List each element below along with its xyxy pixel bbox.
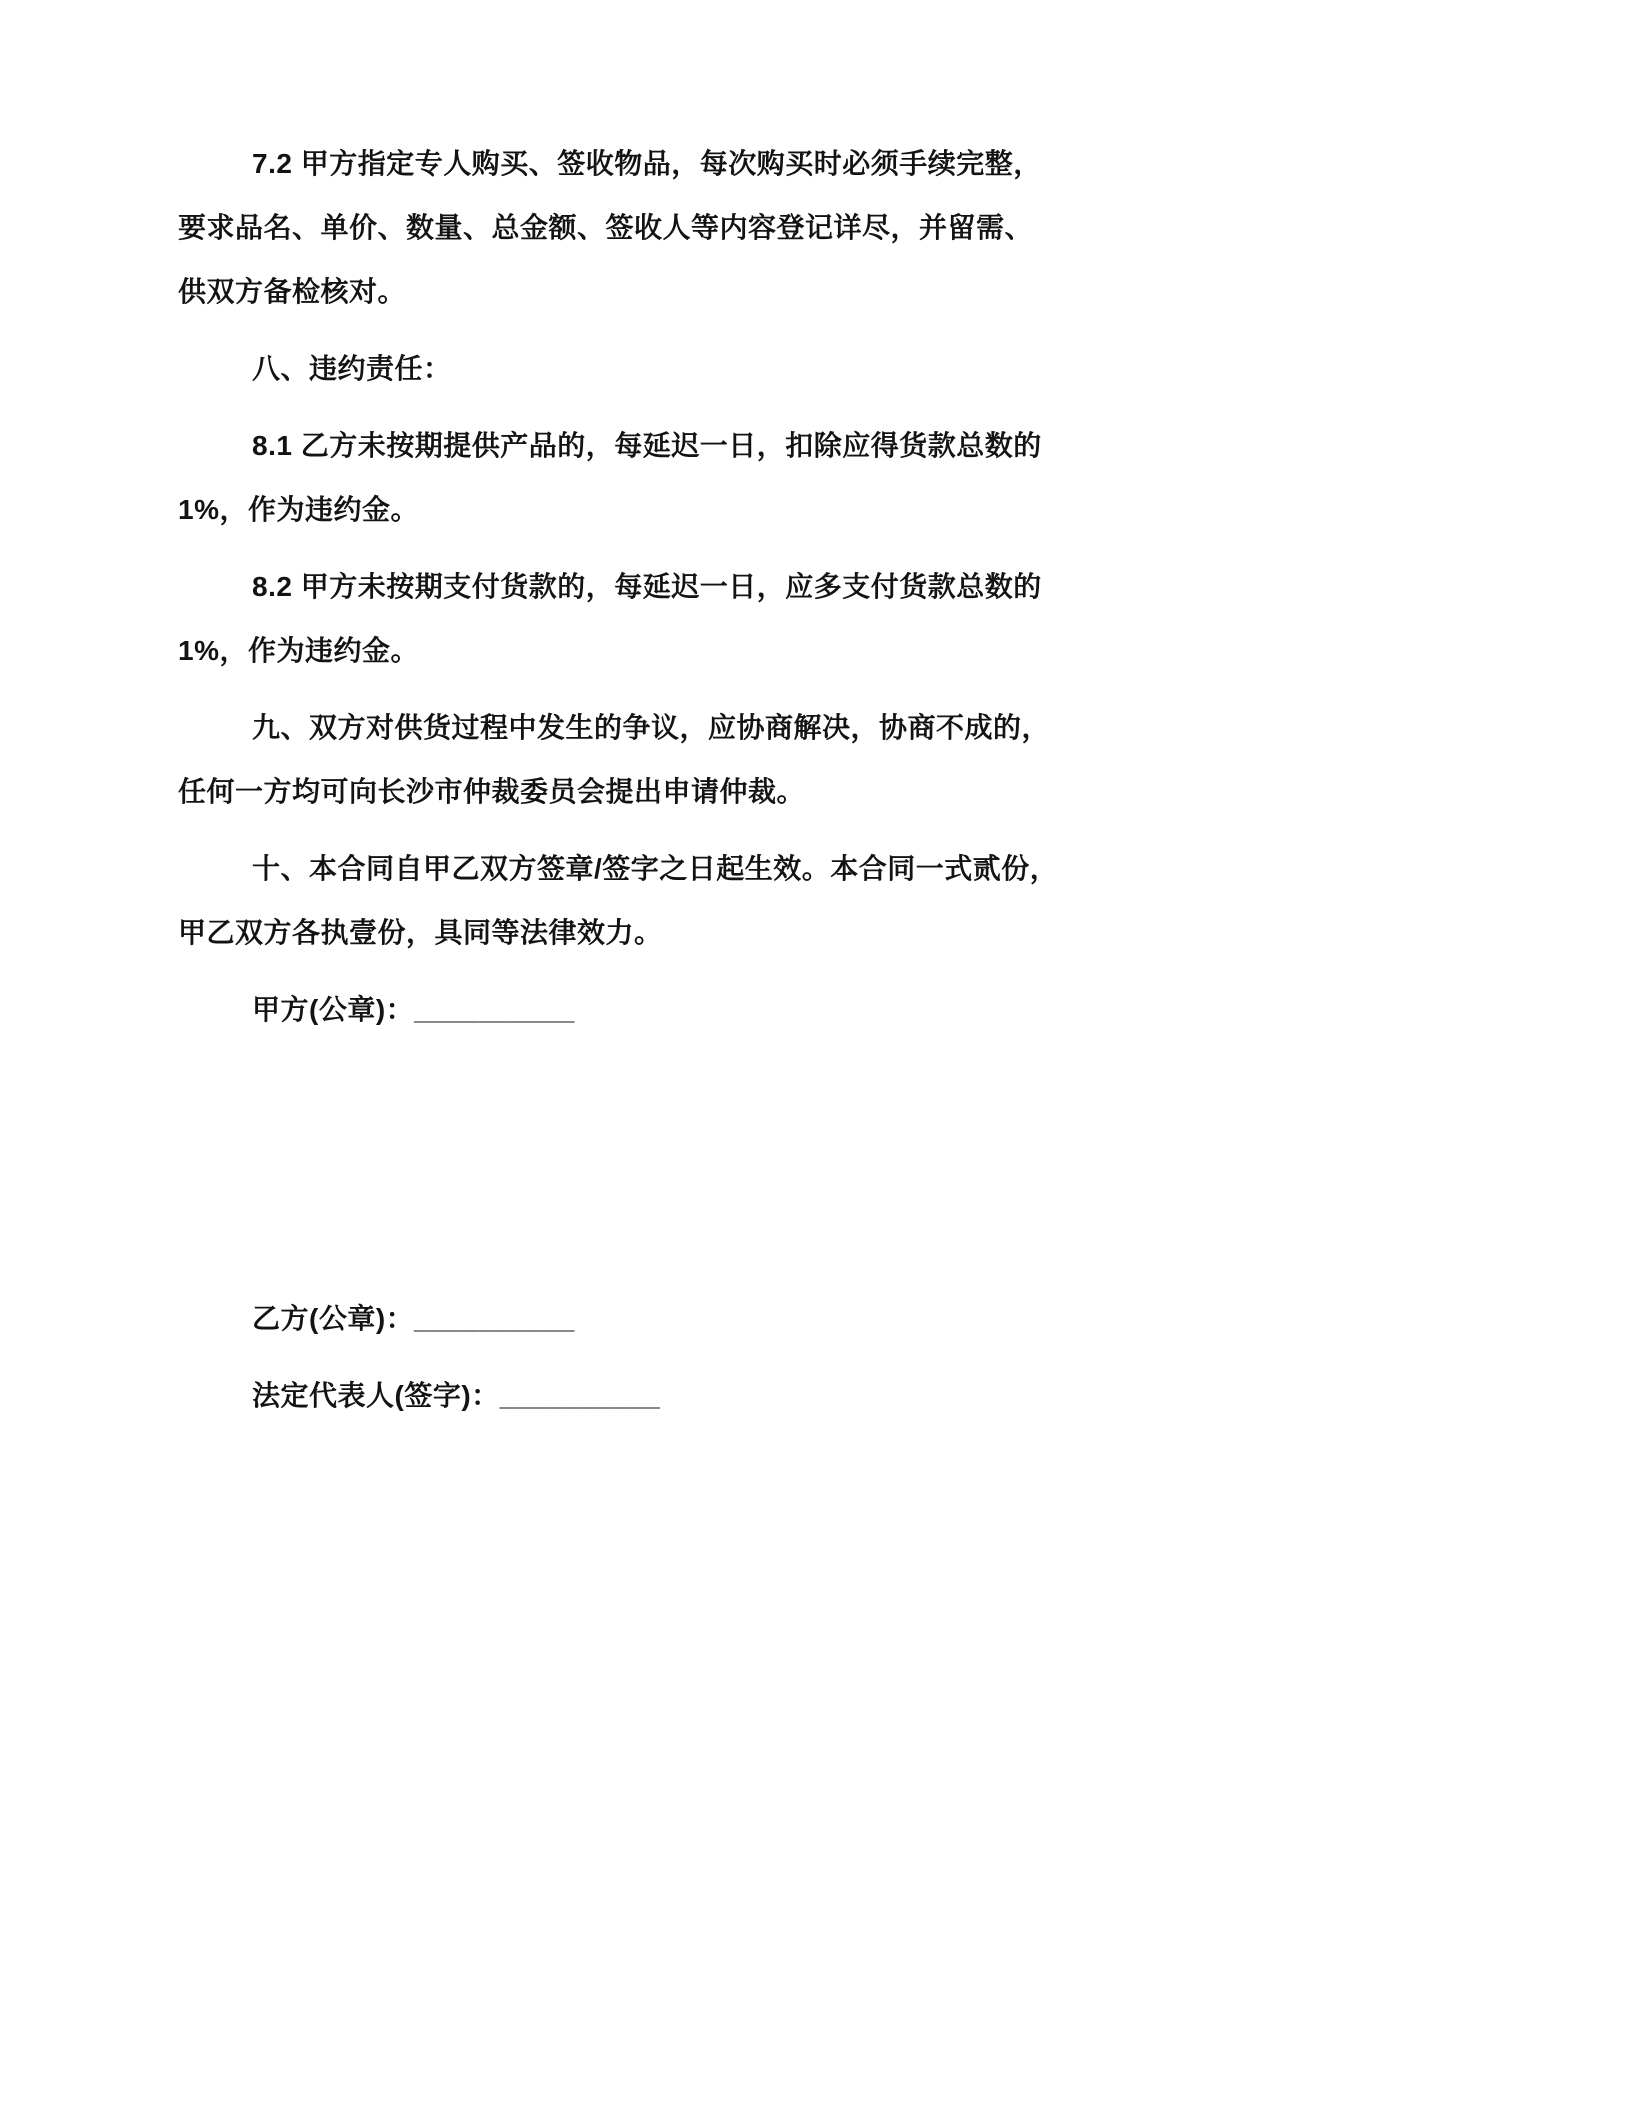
paragraph-8-1 xyxy=(178,414,1472,542)
contract-line: 甲乙双方各执壹份，具同等法律效力。 xyxy=(178,917,663,948)
signature-line: 甲方(公章)：__________ xyxy=(252,994,575,1025)
contract-line: 要求品名、单价、数量、总金额、签收人等内容登记详尽，并留需、 xyxy=(178,212,1034,243)
contract-line: 1%，作为违约金。 xyxy=(178,635,419,666)
paragraph-section-10 xyxy=(178,837,1472,965)
paragraph-7-2 xyxy=(178,132,1472,324)
contract-line: 任何一方均可向长沙市仲裁委员会提出申请仲裁。 xyxy=(178,776,806,807)
contract-line: 7.2 甲方指定专人购买、签收物品，每次购买时必须手续完整， xyxy=(252,148,1042,179)
contract-line: 供双方备检核对。 xyxy=(178,276,407,307)
contract-line: 十、本合同自甲乙双方签章/签字之日起生效。本合同一式贰份， xyxy=(252,853,1059,884)
contract-line: 8.2 甲方未按期支付货款的，每延迟一日，应多支付货款总数的 xyxy=(252,571,1042,602)
paragraph-section-9 xyxy=(178,696,1472,824)
signature-party-a xyxy=(178,978,1472,1042)
signature-line: 乙方(公章)：__________ xyxy=(252,1303,575,1334)
contract-line: 九、双方对供货过程中发生的争议，应协商解决，协商不成的， xyxy=(252,712,1051,743)
paragraph-8-2 xyxy=(178,555,1472,683)
contract-line: 1%，作为违约金。 xyxy=(178,494,419,525)
signature-party-b xyxy=(178,1287,1472,1351)
signature-legal-representative xyxy=(178,1364,1472,1428)
signature-gap xyxy=(178,1055,1472,1287)
paragraph-section-8-heading xyxy=(178,337,1472,401)
contract-line: 八、违约责任： xyxy=(252,353,452,384)
signature-line: 法定代表人(签字)：__________ xyxy=(252,1380,661,1411)
contract-line: 8.1 乙方未按期提供产品的，每延迟一日，扣除应得货款总数的 xyxy=(252,430,1042,461)
